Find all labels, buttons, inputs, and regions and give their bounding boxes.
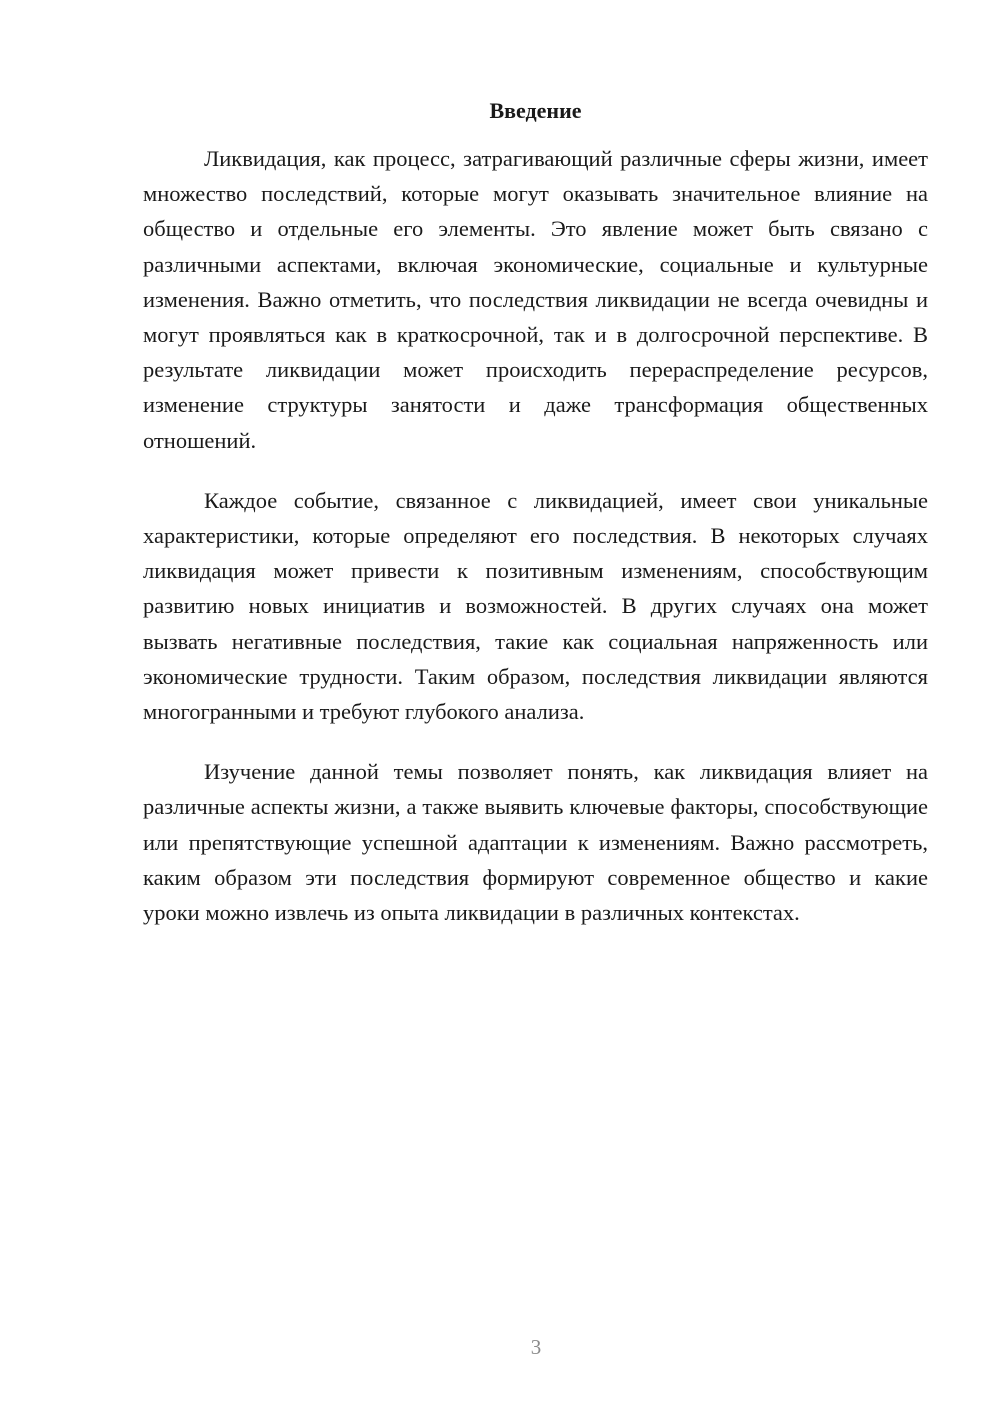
body-text	[143, 141, 928, 955]
section-heading: Введение	[489, 98, 582, 123]
paragraph-3: Изучение данной темы позволяет понять, как ликвидация влияет на различные аспекты жизни, а также выявить ключевые факторы, способствующие или препятствующие успешной адаптации к изменениям. Важно рассмотреть, каким образом эти последствия формируют современное общество и какие уроки можно извлечь из опыта ликвидации в различных контекстах.	[143, 759, 928, 926]
paragraph-2: Каждое событие, связанное с ликвидацией, имеет свои уникальные характеристики, которые определяют его последствия. В некоторых случаях ликвидация может привести к позитивным изменениям, способствующим развитию новых инициатив и возможностей. В других случаях она может вызвать негативные последствия, такие как социальная напряженность или экономические трудности. Таким образом, последствия ликвидации являются многогранными и требуют глубокого анализа.	[143, 487, 928, 725]
paragraph-1: Ликвидация, как процесс, затрагивающий различные сферы жизни, имеет множество последствий, которые могут оказывать значительное влияние на общество и отдельные его элементы. Это явление может быть связано с различными аспектами, включая экономические, социальные и культурные изменения. Важно отметить, что последствия ликвидации не всегда очевидны и могут проявляться как в краткосрочной, так и в долгосрочной перспективе. В результате ликвидации может происходить перераспределение ресурсов, изменение структуры занятости и даже трансформация общественных отношений.	[143, 146, 928, 453]
page-number: 3	[530, 1335, 542, 1359]
